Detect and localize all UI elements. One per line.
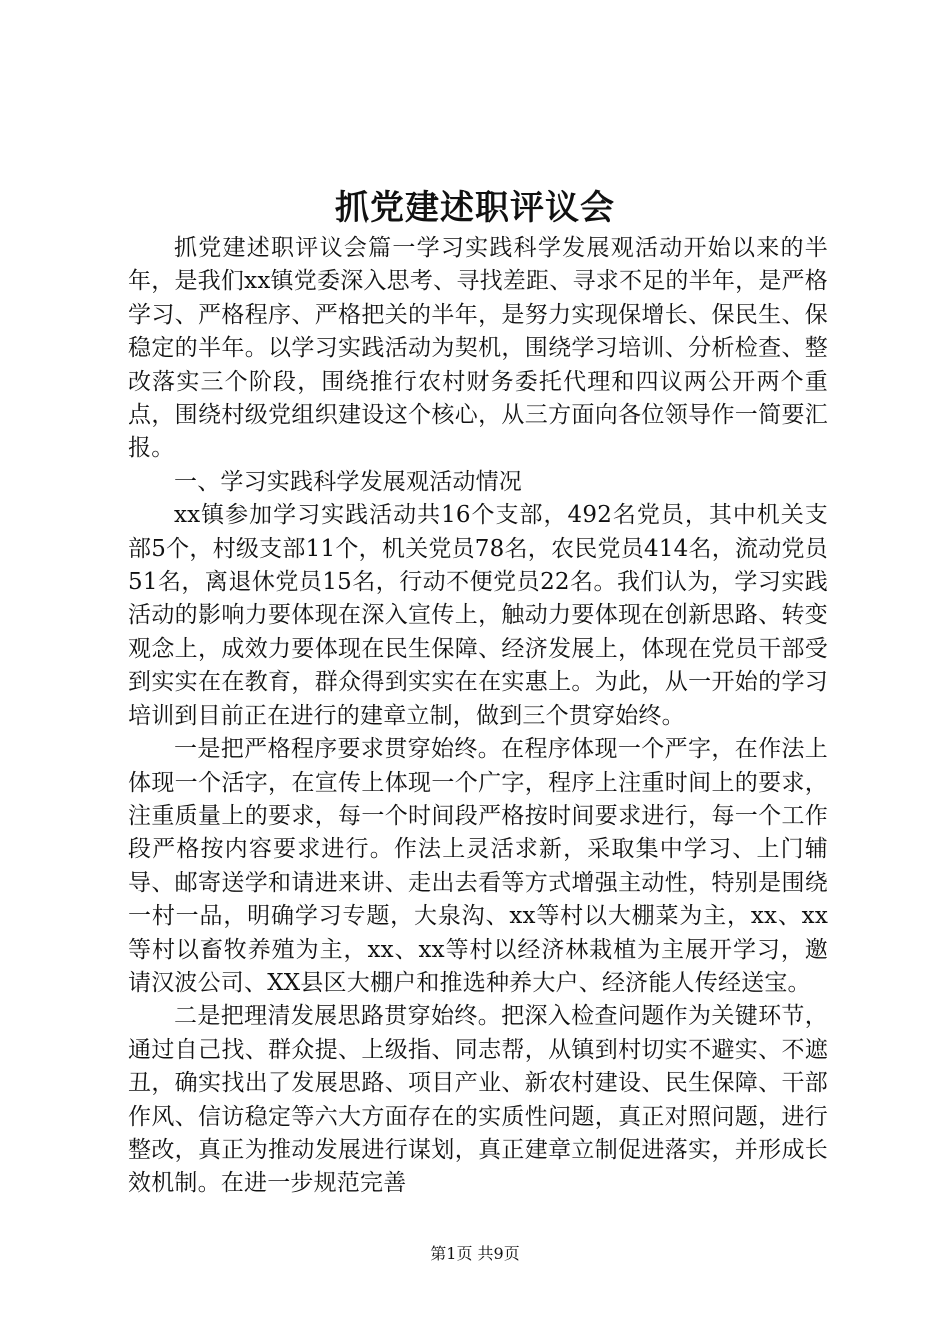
- paragraph-overview: xx镇参加学习实践活动共16个支部，492名党员，其中机关支部5个，村级支部11个，机关党员78名，农民党员414名，流动党员51名，离退休党员15名，行动不便党员22名。我们认为，学习实践活动的影响力要体现在深入宣传上，触动力要体现在创新思路、转变观念上，成效力要体现在民生保障、经济发展上，体现在党员干部受到实实在在教育，群众得到实实在在实惠上。为此，从一开始的学习培训到目前正在进行的建章立制，做到三个贯穿始终。: [128, 502, 828, 729]
- paragraph-intro: 抓党建述职评议会篇一学习实践科学发展观活动开始以来的半年，是我们xx镇党委深入思考、寻找差距、寻求不足的半年，是严格学习、严格程序、严格把关的半年，是努力实现保增长、保民生、保稳定的半年。以学习实践活动为契机，围绕学习培训、分析检查、整改落实三个阶段，围绕推行农村财务委托代理和四议两公开两个重点，围绕村级党组织建设这个核心，从三方面向各位领导作一简要汇报。: [128, 235, 828, 462]
- page-footer: 第1页 共9页: [430, 1244, 520, 1263]
- document-title: 抓党建述职评议会: [335, 188, 615, 228]
- paragraph-point-one: 一是把严格程序要求贯穿始终。在程序体现一个严字，在作法上体现一个活字，在宣传上体现一个广字，程序上注重时间上的要求，注重质量上的要求，每一个时间段严格按时间要求进行，每一个工作段严格按内容要求进行。作法上灵活求新，采取集中学习、上门辅导、邮寄送学和请进来讲、走出去看等方式增强主动性，特别是围绕一村一品，明确学习专题，大泉沟、xx等村以大棚菜为主，xx、xx等村以畜牧养殖为主，xx、xx等村以经济林栽植为主展开学习，邀请汉波公司、XX县区大棚户和推选种养大户、经济能人传经送宝。: [128, 736, 828, 996]
- section-heading: 一、学习实践科学发展观活动情况: [174, 468, 522, 495]
- paragraph-point-two: 二是把理清发展思路贯穿始终。把深入检查问题作为关键环节，通过自己找、群众提、上级指、同志帮，从镇到村切实不避实、不遮丑，确实找出了发展思路、项目产业、新农村建设、民生保障、干部作风、信访稳定等六大方面存在的实质性问题，真正对照问题，进行整改，真正为推动发展进行谋划，真正建章立制促进落实，并形成长效机制。在进一步规范完善: [128, 1003, 828, 1197]
- document-body: [128, 232, 828, 1201]
